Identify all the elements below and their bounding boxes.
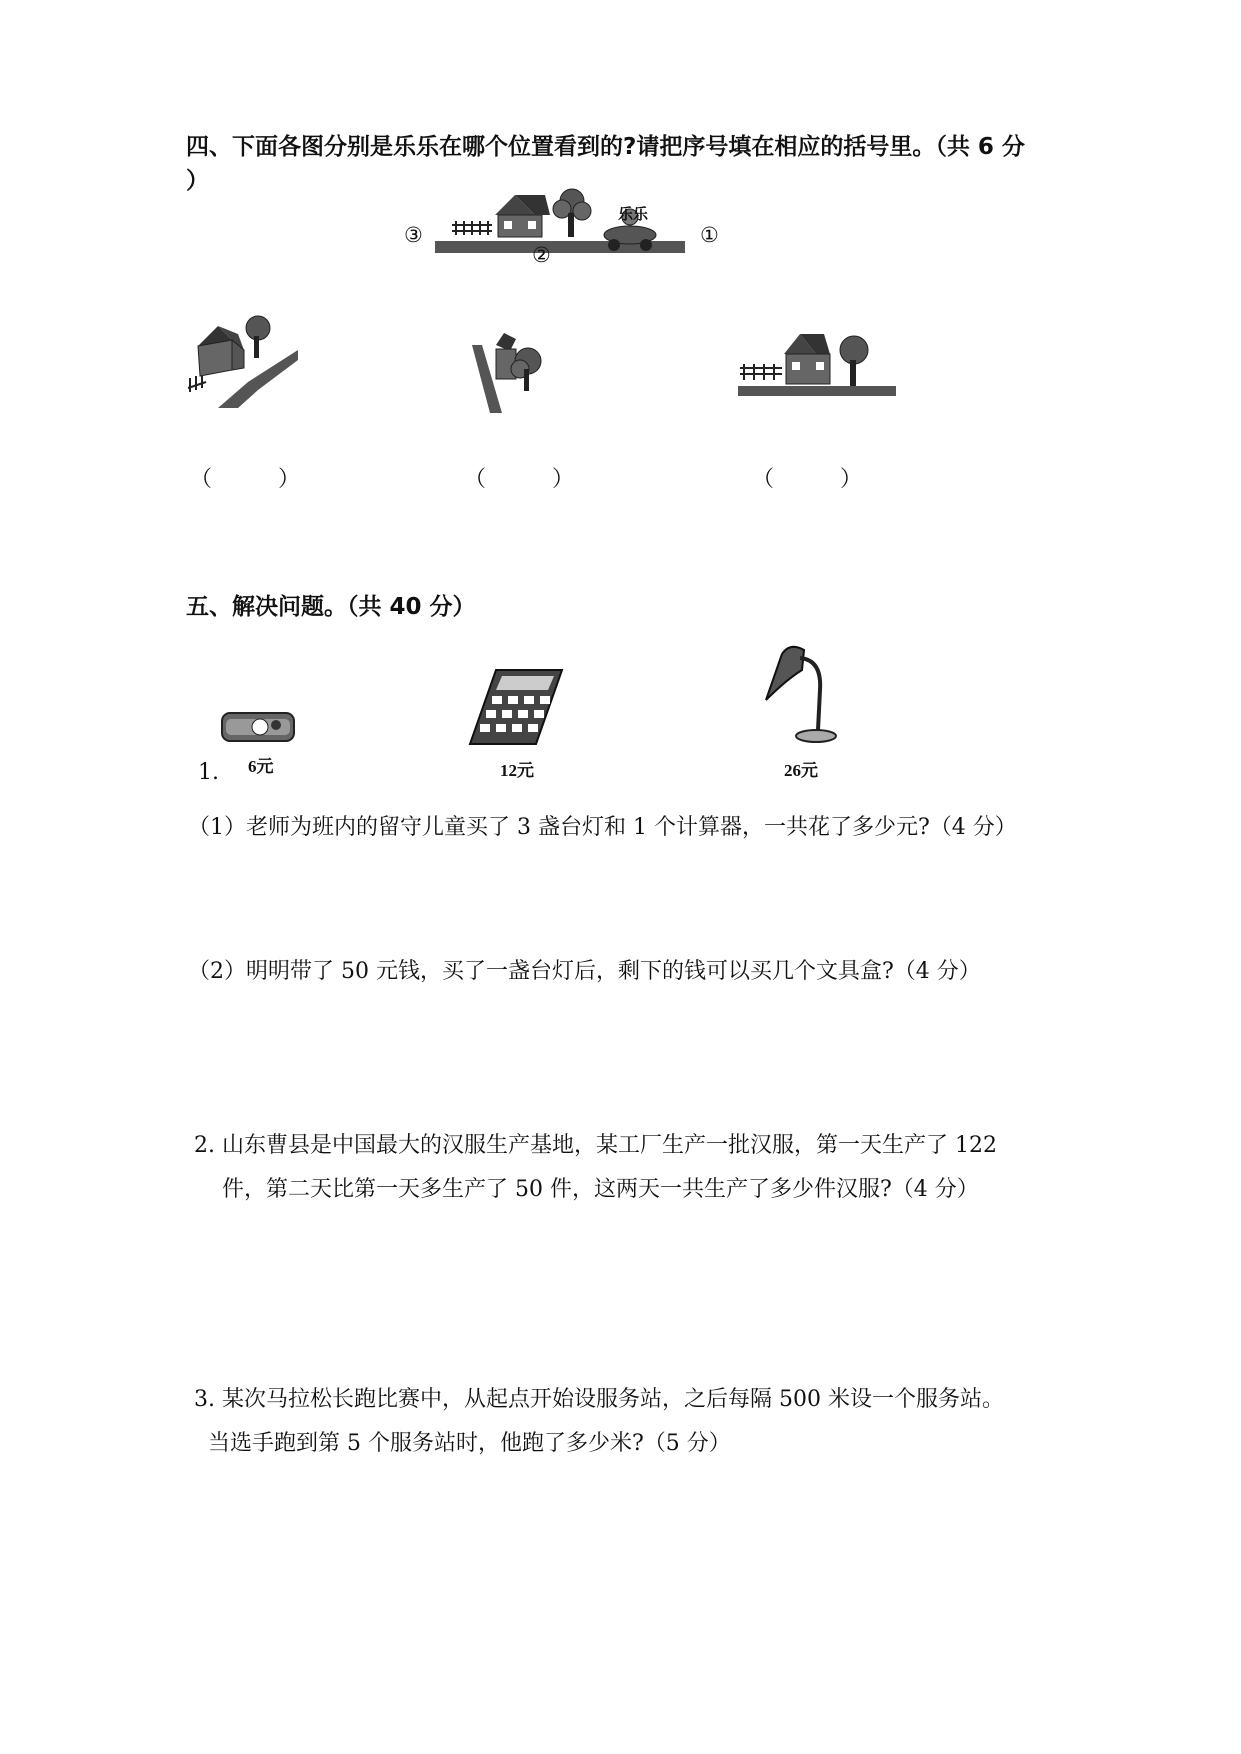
tree-icon [246, 316, 270, 358]
view-picture-2 [470, 325, 560, 415]
tree-icon [840, 336, 868, 386]
calculator-price: 12元 [500, 761, 534, 780]
tree-icon [553, 189, 591, 237]
question-2-line-2: 件，第二天比第一天多生产了 50 件，这两天一共生产了多少件汉服?（4 分） [222, 1177, 979, 1202]
position-3-label: ③ [404, 223, 423, 247]
calculator-item [466, 668, 566, 748]
section-5-title: 五、解决问题。（共 40 分） [186, 594, 476, 620]
answer-paren-3[interactable]: （ ） [752, 467, 863, 492]
pencil-case-price: 6元 [248, 757, 274, 776]
position-map-diagram [400, 185, 730, 275]
desk-lamp-price: 26元 [784, 761, 818, 780]
answer-paren-2[interactable]: （ ） [464, 467, 575, 492]
question-3-line-2: 当选手跑到第 5 个服务站时，他跑了多少米?（5 分） [208, 1431, 731, 1456]
section-4-title-line1: 四、下面各图分别是乐乐在哪个位置看到的?请把序号填在相应的括号里。（共 6 分 [186, 134, 1025, 160]
position-1-label: ① [700, 223, 719, 247]
question-1-part-1: （1）老师为班内的留守儿童买了 3 盏台灯和 1 个计算器，一共花了多少元?（4 分） [188, 815, 1017, 840]
view-picture-3 [738, 330, 898, 410]
house-icon [784, 334, 830, 384]
lele-label: 乐乐 [618, 205, 649, 223]
position-2-label: ② [532, 243, 551, 267]
calculator-icon [466, 668, 566, 748]
fence-icon [452, 221, 492, 235]
road-icon [738, 386, 896, 396]
desk-lamp-icon [760, 640, 840, 745]
house-icon [495, 195, 550, 237]
desk-lamp-item [760, 640, 840, 745]
question-1-number: 1. [198, 760, 219, 785]
answer-paren-1[interactable]: （ ） [190, 467, 301, 492]
map-drawing [400, 185, 730, 275]
question-2-line-1: 2. 山东曹县是中国最大的汉服生产基地，某工厂生产一批汉服，第一天生产了 122 [194, 1133, 997, 1158]
house-icon [198, 326, 244, 376]
view-picture-1 [188, 320, 298, 410]
fence-icon [740, 364, 782, 380]
pencil-case-item [220, 705, 300, 745]
question-1-part-2: （2）明明带了 50 元钱，买了一盏台灯后，剩下的钱可以买几个文具盒?（4 分） [188, 959, 981, 984]
pencil-case-icon [220, 705, 300, 745]
question-3-line-1: 3. 某次马拉松长跑比赛中，从起点开始设服务站，之后每隔 500 米设一个服务站。 [194, 1387, 1004, 1412]
fence-icon [188, 374, 206, 392]
section-4-title-line2: ） [186, 168, 209, 194]
